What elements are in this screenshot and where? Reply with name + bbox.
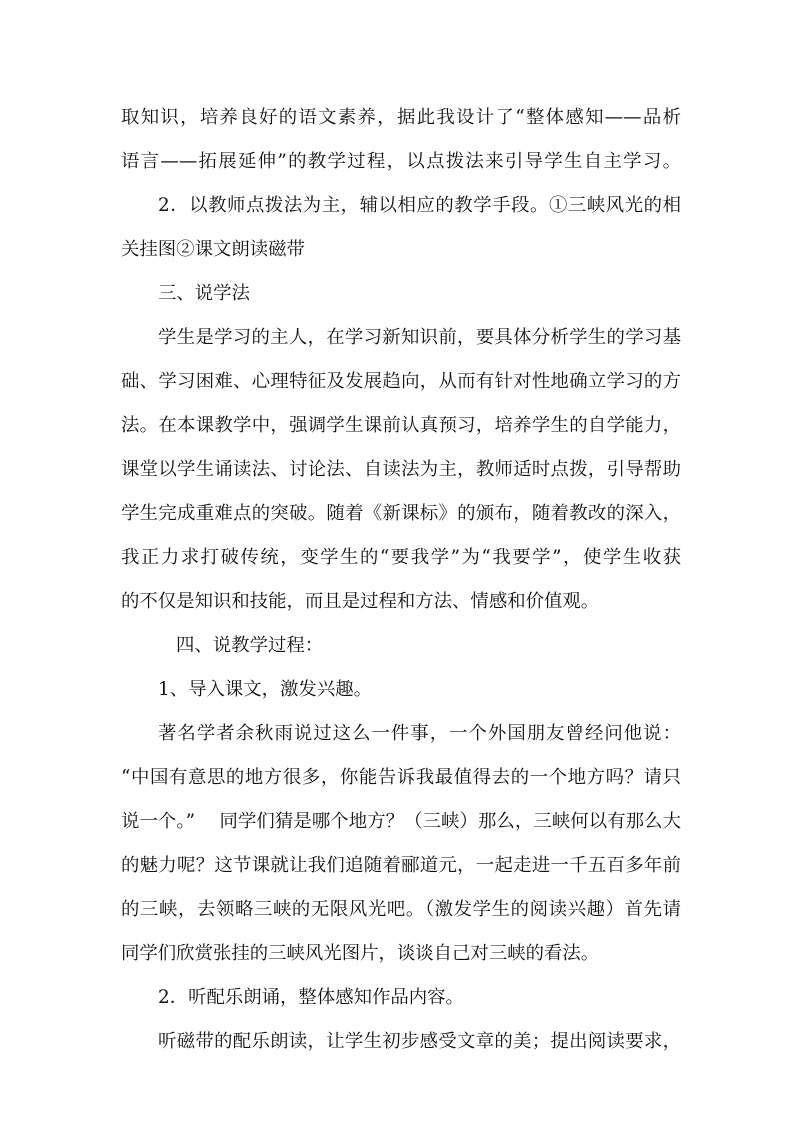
- text-line: 听磁带的配乐朗读，让学生初步感受文章的美；提出阅读要求，: [158, 1031, 681, 1052]
- text-line: 础、学习困难、心理特征及发展趋向，从而有针对性地确立学习的方: [121, 371, 681, 392]
- subsection-heading: 1、导入课文，激发兴趣。: [158, 679, 372, 700]
- text-line: 课堂以学生诵读法、讨论法、自读法为主，教师适时点拨，引导帮助: [121, 459, 681, 480]
- text-line: 学生完成重难点的突破。随着《新课标》的颁布，随着教改的深入，: [121, 503, 681, 524]
- text-line: “中国有意思的地方很多，你能告诉我最值得去的一个地方吗？请只: [121, 767, 681, 788]
- text-line: 语言——拓展延伸”的教学过程，以点拨法来引导学生自主学习。: [121, 151, 681, 172]
- text-line: 同学们欣赏张挂的三峡风光图片，谈谈自己对三峡的看法。: [121, 943, 600, 964]
- text-line: 取知识，培养良好的语文素养，据此我设计了“整体感知——品析: [121, 107, 681, 128]
- text-line: 2．以教师点拨法为主，辅以相应的教学手段。①三峡风光的相: [158, 195, 681, 216]
- text-line: 法。在本课教学中，强调学生课前认真预习，培养学生的自学能力，: [121, 415, 681, 436]
- text-line: 说一个。” 同学们猜是哪个地方？（三峡）那么，三峡何以有那么大: [121, 811, 681, 832]
- section-heading: 三、说学法: [158, 283, 250, 304]
- text-line: 我正力求打破传统，变学生的“要我学”为“我要学”，使学生收获: [121, 547, 681, 568]
- text-line: 著名学者余秋雨说过这么一件事，一个外国朋友曾经问他说：: [158, 723, 681, 744]
- text-line: 的三峡，去领略三峡的无限风光吧。（激发学生的阅读兴趣）首先请: [121, 899, 681, 920]
- subsection-heading: 2．听配乐朗诵，整体感知作品内容。: [158, 987, 464, 1008]
- section-heading: 四、说教学过程：: [176, 635, 324, 656]
- text-line: 的魅力呢？这节课就让我们追随着郦道元，一起走进一千五百多年前: [121, 855, 681, 876]
- text-line: 学生是学习的主人，在学习新知识前，要具体分析学生的学习基: [158, 327, 681, 348]
- text-line: 的不仅是知识和技能，而且是过程和方法、情感和价值观。: [121, 591, 600, 612]
- text-line: 关挂图②课文朗读磁带: [121, 239, 305, 260]
